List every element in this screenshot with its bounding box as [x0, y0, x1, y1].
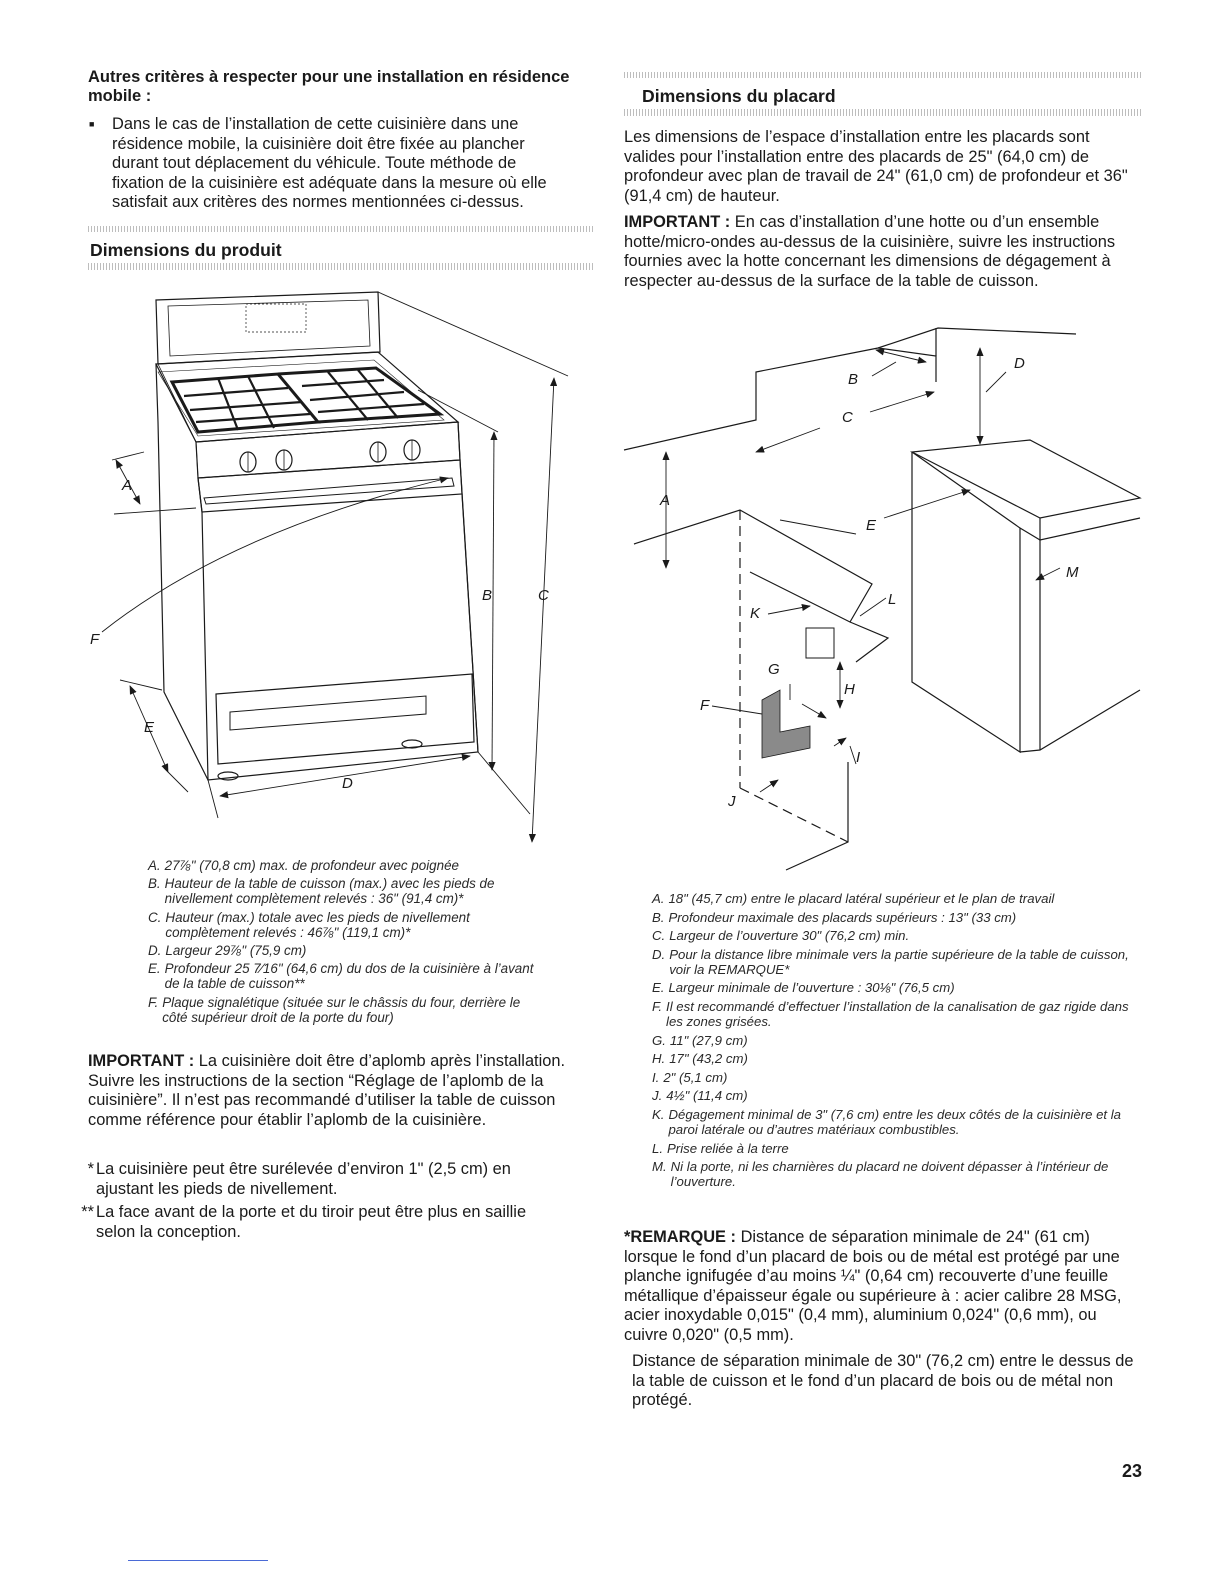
mobile-home-bullet-text: Dans le cas de l’installation de cette cuisinière dans une résidence mobile, la cuisinière doit être fixée au plancher durant tout déplacement du véhicule. Toute méthode de fixation de la cuisinière est adéquate dans la mesure où elle satisfait aux critères des normes mentionnées ci-dessus. — [112, 115, 547, 212]
mobile-home-heading: Autres critères à respecter pour une installation en résidence mobile : — [88, 68, 570, 105]
cabinet-note — [624, 1228, 1142, 1346]
cabinet-important-text: En cas d’installation d’une hotte ou d’un ensemble hotte/micro-ondes au-dessus de la cuisinière, suivre les instructions fournies avec la hotte concernant les dimensions de dégagement à respecter au-dessus de la surface de la table de cuisson. — [624, 213, 1116, 290]
mobile-home-bullet — [88, 115, 558, 213]
caption-item: H. 17" (43,2 cm) — [652, 1051, 748, 1067]
range-grates — [172, 368, 440, 432]
figure-label-a: A — [122, 477, 133, 494]
outlet-icon — [806, 628, 834, 658]
figure-label-d: D — [342, 775, 353, 792]
caption-item: E. Largeur minimale de l’ouverture : 30⅛" (76,5 cm) — [652, 980, 955, 996]
caption-item: I. 2" (5,1 cm) — [652, 1069, 728, 1085]
figure-label-l: L — [888, 591, 897, 608]
figure-label-g: G — [768, 661, 780, 678]
caption-item: B. Hauteur de la table de cuisson (max.) avec les pieds de nivellement complètement relevés : 36" (91,4 cm)* — [148, 876, 495, 907]
cabinet-note-2: Distance de séparation minimale de 30" (76,2 cm) entre le dessus de la table de cuisson et le fond d’un placard de bois ou de métal non protégé. — [632, 1352, 1134, 1410]
range-cooktop — [156, 352, 458, 442]
oven-door-handle — [204, 478, 454, 504]
caption-item: B. Profondeur maximale des placards supérieurs : 13" (33 cm) — [652, 909, 1017, 925]
figure-label-e: E — [866, 517, 877, 534]
caption-item: E. Profondeur 25 7⁄16" (64,6 cm) du dos de la cuisinière à l’avant de la table de cuisson** — [148, 961, 534, 992]
product-important — [88, 1052, 574, 1130]
cabinet-dimensions-figure — [620, 322, 1144, 882]
caption-item: G. 11" (27,9 cm) — [652, 1032, 748, 1048]
cabinet-dimensions-title: Dimensions du placard — [642, 86, 836, 106]
range-dimensions-figure — [88, 282, 594, 852]
cabinet-note-label: *REMARQUE : — [624, 1228, 737, 1246]
range-front — [198, 478, 478, 780]
page-number: 23 — [1121, 1461, 1142, 1481]
figure-label-k: K — [750, 605, 761, 622]
figure-label-h: H — [844, 681, 855, 698]
caption-item: F. Plaque signalétique (située sur le châssis du four, derrière le côté supérieur droit de la porte du four) — [148, 994, 521, 1025]
cabinet-important — [624, 213, 1142, 291]
cabinet-captions — [652, 891, 1140, 1193]
caption-item: A. 27⅞" (70,8 cm) max. de profondeur avec poignée — [148, 858, 459, 873]
figure-label-f: F — [700, 697, 710, 714]
range-drawer — [216, 674, 474, 764]
caption-item: D. Largeur 29⅞" (75,9 cm) — [148, 943, 307, 959]
caption-item: A. 18" (45,7 cm) entre le placard latéral supérieur et le plan de travail — [652, 891, 1055, 906]
caption-item: L. Prise reliée à la terre — [652, 1140, 789, 1156]
upper-cabinet-outline — [624, 328, 1076, 450]
footnote: * La cuisinière peut être surélevée d’environ 1" (2,5 cm) en ajustant les pieds de nivellement. — [87, 1160, 511, 1198]
figure-label-a: A — [660, 492, 671, 509]
figure-label-m: M — [1066, 564, 1079, 581]
right-base-cabinet — [912, 452, 1020, 752]
figure-label-j: J — [728, 793, 736, 810]
figure-label-b: B — [482, 587, 493, 604]
product-dimensions-title: Dimensions du produit — [90, 240, 282, 260]
cabinet-note-text: Distance de séparation minimale de 24" (61 cm) lorsque le fond d’un placard de bois ou de métal est protégé par une planche ignifugée d’au moins ¼" (0,64 cm) recouverte d’une feuille métallique d’épaisseur égale ou supérieure à : acier calibre 28 MSG, acier inoxydable 0,015" (0,4 mm), aluminium 0,024" (0,6 mm), ou cuivre 0,020" (0,5 mm). — [624, 1228, 1122, 1344]
footnote: ** La face avant de la porte et du tiroir peut être plus en saillie selon la conception. — [81, 1203, 527, 1241]
caption-item: C. Largeur de l’ouverture 30" (76,2 cm) min. — [652, 928, 910, 944]
figure-label-i: I — [856, 749, 861, 766]
product-important-text: La cuisinière doit être d’aplomb après l’installation. Suivre les instructions de la section “Réglage de l’aplomb de la cuisinière”. Il n’est pas recommandé d’utiliser la table de cuisson comme référence pour établir l’aplomb de la cuisinière. — [88, 1052, 566, 1129]
range-knobs — [240, 440, 420, 472]
figure-label-f: F — [90, 631, 100, 648]
bullet-icon: ■ — [89, 119, 95, 129]
product-captions — [148, 858, 548, 1028]
gas-line-zone — [762, 690, 810, 758]
figure-label-c: C — [842, 409, 853, 426]
cabinet-important-label: IMPORTANT : — [624, 213, 731, 231]
figure-label-e: E — [144, 719, 155, 736]
caption-item: D. Pour la distance libre minimale vers la partie supérieure de la table de cuisson, voir la REMARQUE* — [652, 946, 1129, 977]
footer-rule — [128, 1560, 268, 1561]
product-footnotes — [76, 1156, 566, 1242]
caption-item: C. Hauteur (max.) totale avec les pieds de nivellement complètement relevés : 46⅞" (119,1 cm)* — [148, 909, 470, 940]
product-important-label: IMPORTANT : — [88, 1052, 195, 1070]
caption-item: K. Dégagement minimal de 3" (7,6 cm) entre les deux côtés de la cuisinière et la paroi latérale ou d’autres matériaux combustibles. — [652, 1106, 1122, 1137]
caption-item: F. Il est recommandé d’effectuer l’installation de la canalisation de gaz rigide dans les zones grisées. — [652, 998, 1129, 1029]
caption-item: M. Ni la porte, ni les charnières du placard ne doivent dépasser à l’intérieur de l’ouverture. — [652, 1159, 1109, 1190]
caption-item: J. 4½" (11,4 cm) — [652, 1088, 748, 1104]
figure-label-c: C — [538, 587, 549, 604]
figure-label-d: D — [1014, 355, 1025, 372]
figure-label-b: B — [848, 371, 859, 388]
cabinet-intro: Les dimensions de l’espace d’installation entre les placards sont valides pour l’installation entre des placards de 25" (64,0 cm) de profondeur avec plan de travail de 24" (61,0 cm) de profondeur et 36" (91,4 cm) de hauteur. — [624, 128, 1128, 205]
